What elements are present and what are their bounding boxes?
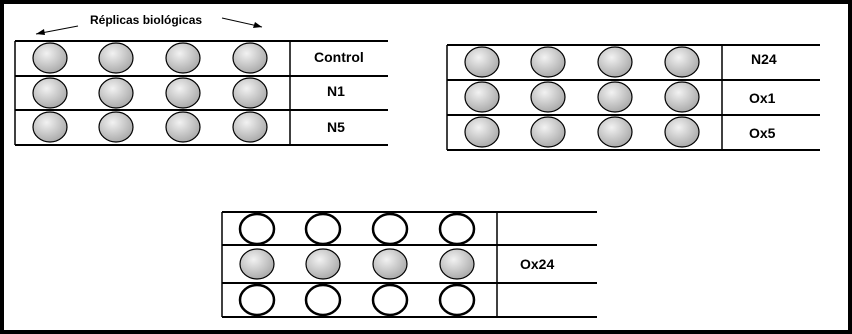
- well-filled: [531, 47, 565, 77]
- caption-text: Réplicas biológicas: [90, 13, 203, 27]
- row-label-n1: N1: [327, 83, 345, 99]
- well-empty: [373, 214, 407, 244]
- well-filled: [233, 43, 267, 73]
- well-filled: [665, 47, 699, 77]
- well-filled: [665, 82, 699, 112]
- row-label-n24: N24: [751, 51, 777, 67]
- well-filled: [166, 43, 200, 73]
- well-filled: [99, 78, 133, 108]
- panel-ox24: [222, 212, 597, 317]
- well-filled: [440, 249, 474, 279]
- well-empty: [306, 285, 340, 315]
- well-filled: [306, 249, 340, 279]
- well-empty: [306, 214, 340, 244]
- well-empty: [240, 214, 274, 244]
- panel-control-n1-n5: [15, 41, 388, 145]
- well-filled: [373, 249, 407, 279]
- well-filled: [531, 82, 565, 112]
- well-filled: [33, 78, 67, 108]
- caption-right-arrowhead: [253, 22, 262, 28]
- well-filled: [99, 112, 133, 142]
- well-filled: [598, 82, 632, 112]
- caption-left-arrowhead: [36, 29, 45, 35]
- well-empty: [440, 214, 474, 244]
- well-filled: [665, 117, 699, 147]
- replicates-caption: [36, 13, 262, 35]
- well-filled: [33, 43, 67, 73]
- well-filled: [531, 117, 565, 147]
- well-filled: [33, 112, 67, 142]
- well-filled: [166, 112, 200, 142]
- panel-n24-ox1-ox5: [447, 45, 820, 150]
- well-filled: [598, 117, 632, 147]
- well-filled: [166, 78, 200, 108]
- well-filled: [598, 47, 632, 77]
- row-label-ox1: Ox1: [749, 90, 776, 106]
- well-filled: [99, 43, 133, 73]
- row-label-ox24: Ox24: [520, 256, 555, 272]
- row-label-control: Control: [314, 49, 364, 65]
- well-filled: [240, 249, 274, 279]
- well-filled: [465, 117, 499, 147]
- well-empty: [373, 285, 407, 315]
- row-label-n5: N5: [327, 119, 345, 135]
- well-filled: [233, 78, 267, 108]
- well-filled: [233, 112, 267, 142]
- well-filled: [465, 47, 499, 77]
- row-label-ox5: Ox5: [749, 125, 776, 141]
- well-filled: [465, 82, 499, 112]
- well-empty: [240, 285, 274, 315]
- well-empty: [440, 285, 474, 315]
